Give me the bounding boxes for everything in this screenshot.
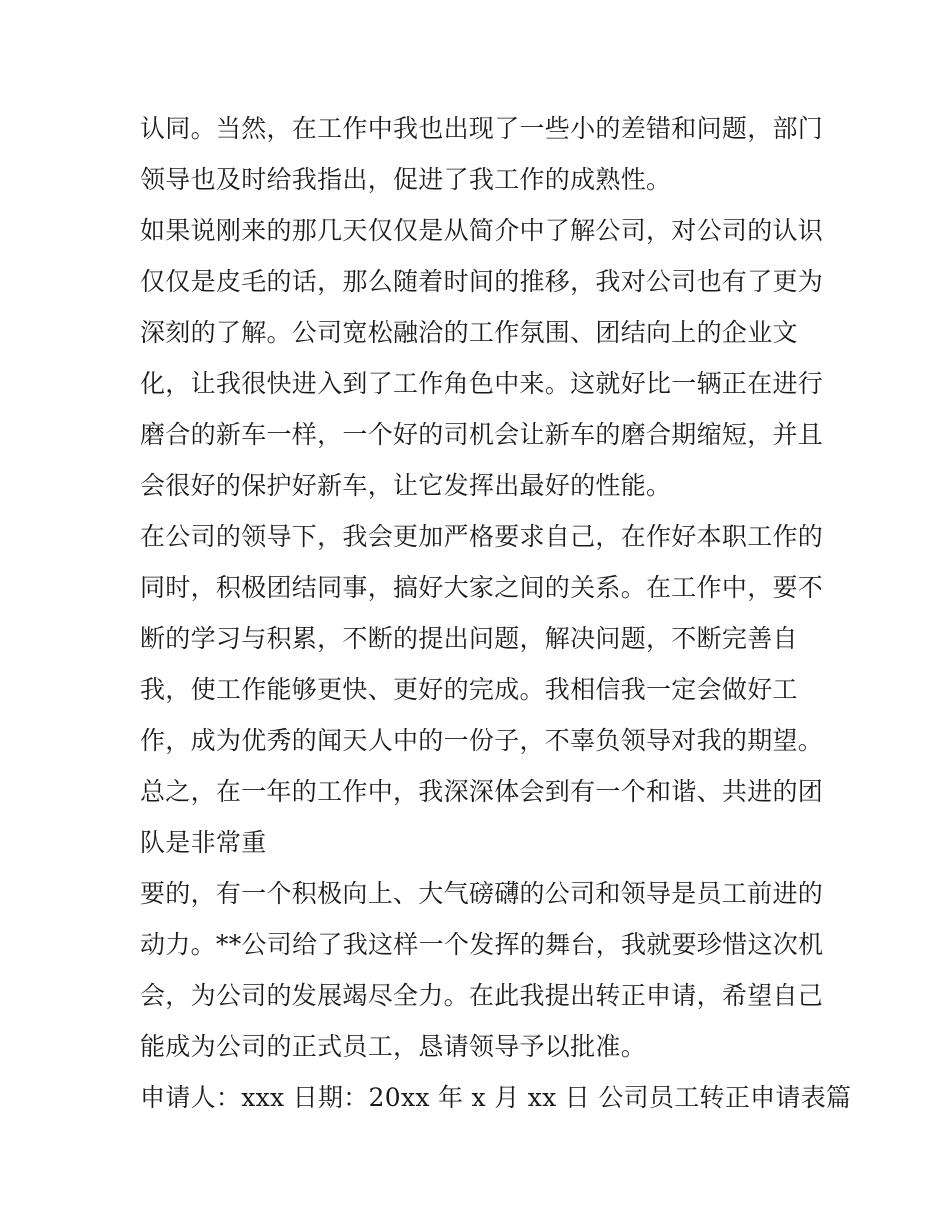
paragraph-line: 领导也及时给我指出，促进了我工作的成熟性。 [140, 165, 672, 194]
paragraph-line: 如果说刚来的那几天仅仅是从简介中了解公司，对公司的认识 [140, 216, 824, 245]
paragraph-line: 队是非常重 [140, 828, 267, 857]
paragraph-line: 总之，在一年的工作中，我深深体会到有一个和谐、共进的团 [140, 777, 824, 806]
paragraph-line: 作，成为优秀的闻天人中的一份子，不辜负领导对我的期望。 [140, 726, 824, 755]
paragraph-line: 认同。当然，在工作中我也出现了一些小的差错和问题，部门 [140, 114, 824, 143]
paragraph-line: 动力。**公司给了我这样一个发挥的舞台，我就要珍惜这次机 [140, 930, 824, 959]
paragraph-line: 断的学习与积累，不断的提出问题，解决问题，不断完善自 [140, 624, 798, 653]
paragraph-line: 能成为公司的正式员工，恳请领导予以批准。 [140, 1032, 647, 1061]
paragraph-line: 化，让我很快进入到了工作角色中来。这就好比一辆正在进行 [140, 369, 824, 398]
paragraph-line: 要的，有一个积极向上、大气磅礴的公司和领导是员工前进的 [140, 879, 824, 908]
paragraph-line: 仅仅是皮毛的话，那么随着时间的推移，我对公司也有了更为 [140, 267, 824, 296]
paragraph-line: 同时，积极团结同事，搞好大家之间的关系。在工作中，要不 [140, 573, 824, 602]
paragraph-line: 会很好的保护好新车，让它发挥出最好的性能。 [140, 471, 672, 500]
paragraph-line: 在公司的领导下，我会更加严格要求自己，在作好本职工作的 [140, 522, 824, 551]
paragraph-line: 会，为公司的发展竭尽全力。在此我提出转正申请，希望自己 [140, 981, 824, 1010]
paragraph-line: 深刻的了解。公司宽松融洽的工作氛围、团结向上的企业文 [140, 318, 798, 347]
paragraph-line: 我，使工作能够更快、更好的完成。我相信我一定会做好工 [140, 675, 798, 704]
signature-line: 申请人：xxx 日期：20xx 年 x 月 xx 日 公司员工转正申请表篇 [140, 1083, 852, 1112]
paragraph-line: 磨合的新车一样，一个好的司机会让新车的磨合期缩短，并且 [140, 420, 824, 449]
